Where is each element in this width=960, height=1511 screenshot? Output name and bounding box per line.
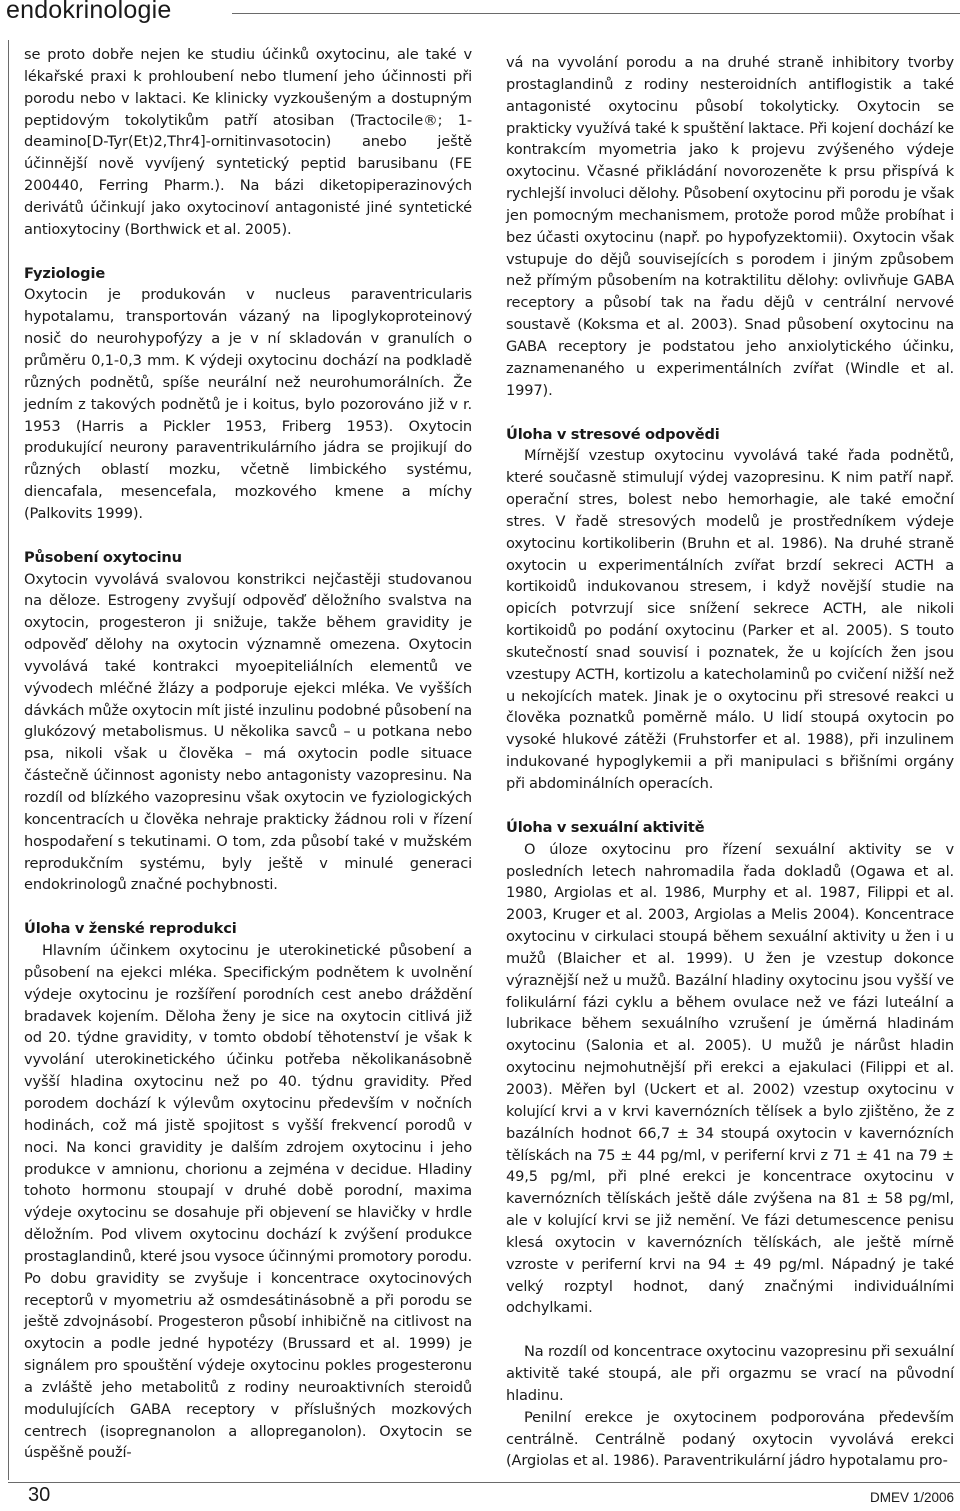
paragraph-zenske-reprodukci: Hlavním účinkem oxytocinu je uterokinetické působení a působení na ejekci mléka. Specifickým podnětem k uvolnění výdeje oxytocinu je rozšíření porodních cest anebo dráždění bradavek kojením. Děloha ženy je sice na oxytocin citlivá již od 20. týdne gravidity, v tomto období těhotenství je však k vyvolání uterokinetického účinku potřeba několikanásobně vyšší hladina oxytocinu než po 40. týdnu gravidity. Před porodem dochází k výlevům oxytocinu především v nočních hodinách, což má jistě spojitost s vyšší frekvencí porodů v noci. Na konci gravidity je dalším zdrojem oxytocinu i jeho produkce v amnionu, chorionu a zejména v decidue. Hladiny tohoto hormonu stoupají v druhé době porodní, maxima výdeje oxytocinu se dosahuje při objevení se hlavičky v hrdle děložním. Pod vlivem oxytocinu dochází k zvýšení produkce prostaglandinů, které jsou vysoce účinnými promotory porodu. Po dobu gravidity se zvyšuje i koncentrace oxytocinových receptorů v myometriu až osmdesátinásobně a při porodu se ještě zdvojnásobí. Progesteron působí inhibičně na citlivost na oxytocin a podle jedné hypotézy (Brussard et al. 1999) je signálem pro spouštění výdeje oxytocinu pokles progesteronu a zvláště jeho metabolitů z rodiny neuroaktivních steroidů modulujících GABA receptory v příslušných mozkových centrech (isopregnanolon a allopreganolon). Oxytocin se úspěšně použí- bbox=[24, 942, 472, 1462]
paragraph-fyziologie: Oxytocin je produkován v nucleus paraventricularis hypotalamu, transportován vázaný na lipoglykoproteinový nosič do neurohypofýzy a je v ní skladován v granulích o průměru 0,1-0,3 mm. K výdeji oxytocinu dochází na podkladě různých podnětů, spíše neurální než neurohumorálních. Že jedním z takových podnětů je i koitus, bylo pozorováno již v r. 1953 (Harris a Pickler 1953, Friberg 1953). Oxytocin produkující neurony paraventrikulárního jádra se projikují do různých oblastí mozku, včetně limbického systému, diencafala, mesencefala, mozkového kmene a míchy (Palkovits 1999). bbox=[24, 286, 472, 522]
heading-sexualni-aktivite: Úloha v sexuální aktivitě bbox=[506, 818, 705, 836]
heading-zenske-reprodukci: Úloha v ženské reprodukci bbox=[24, 920, 237, 938]
paragraph-penilni-erekce: Penilní erekce je oxytocinem podporována především centrálně. Centrálně podaný oxytocin vyvolává erekci (Argiolas et al. 1986). Paraventrikulární jádro hypotalamu pro- bbox=[506, 1408, 954, 1470]
page-number: 30 bbox=[28, 1484, 51, 1506]
paragraph-pusobeni-oxytocinu: Oxytocin vyvolává svalovou konstrikci nejčastěji studovanou na děloze. Estrogeny zvyšují odpověď děložního svalstva na oxytocin, progesteron ji snižuje, takže během gravidity je odpověď dělohy na oxytocin významně omezena. Oxytocin vyvolává také kontrakci myoepiteliálních elementů ve vývodech mléčné žlázy a podporuje ejekci mléka. Ve vyšších dávkách může oxytocin mít jisté inzulinu podobné působení na glukózový metabolismus. U několika savců – u potkana nebo psa, nikoli však u člověka – má oxytocin podle situace částečně účinnost agonisty nebo antagonisty vazopresinu. Na rozdíl od blízkého vazopresinu však oxytocin ve fyziologických koncentracích u člověka nehraje prakticky žádnou roli v řízení hospodaření s tekutinami. O tom, zda působí také v mužském reprodukčním systému, byly ještě v minulé generaci endokrinologů značné pochybnosti. bbox=[24, 570, 472, 894]
intro-paragraph: se proto dobře nejen ke studiu účinků oxytocinu, ale také v lékařské praxi k prohloubení nebo tlumení jeho účinnosti při porodu nebo v laktaci. Ke klinicky vyzkoušeným a dostupným peptidovým tokolytikům patří atosiban (Tractocile®; 1-deamino[D-Tyr(Et)2,Thr4]-ornitinvasotocin) anebo ještě účinnější nově vyvíjený syntetický peptid barusibanu (FE 200440, Ferring Pharm.). Na bázi diketopiperazinových derivátů účinkují jako oxytocinoví antagonisté jiné syntetické antioxytociny (Borthwick et al. 2005). bbox=[24, 46, 472, 238]
footer-rule bbox=[8, 1482, 960, 1483]
heading-pusobeni-oxytocinu: Působení oxytocinu bbox=[24, 548, 182, 566]
paragraph-vazopresin: Na rozdíl od koncentrace oxytocinu vazopresinu při sexuální aktivitě také stoupá, ale při orgazmu se vrací na původní hladinu. bbox=[506, 1343, 954, 1404]
continued-paragraph: vá na vyvolání porodu a na druhé straně inhibitory tvorby prostaglandinů z rodiny nesteroidních antiflogistik a také antagonisté oxytocinu působí tokolyticky. Oxytocin se prakticky využívá také k spuštění laktace. Při kojení dochází ke kontrakcím myometria jako k projevu zvýšeného výdeje oxytocinu. Včasné přikládání novorozeněte k prsu přispívá k rychlejší involuci dělohy. Působení oxytocinu při porodu je však jen pomocným mechanismem, protože porod může probíhat i bez účasti oxytocinu (např. po hypofyzektomii). Oxytocin však vstupuje do dějů souvisejících s porodem i jiným způsobem než přímým působením na kotraktilitu dělohy: ovlivňuje GABA receptory a působí tak na řadu dějů v centrální nervové soustavě (Koksma et al. 2003). Snad působení oxytocinu na GABA receptory je podstatou jeho anxiolytického účinku, zaznamenaného u experimentálních zvířat (Windle et al. 1997). bbox=[506, 54, 954, 399]
page-header bbox=[0, 0, 960, 28]
left-margin-rule bbox=[8, 40, 9, 1480]
left-column bbox=[24, 44, 472, 1464]
paragraph-stresove-odpovedi: Mírnější vzestup oxytocinu vyvolává také řada podnětů, které současně stimulují výdej vazopresinu. K nim patří např. operační stres, bolest nebo hemorhagie, ale také emoční stres. V řadě stresových modelů je prostředníkem výdeje oxytocinu kortikoliberin (Bruhn et al. 1986). Na druhé straně oxytocin u experimentálních zvířat brzdí sekreci ACTH a kortikoidů indukovanou stresem, i když novější studie na opicích potvrzují sice snížení sekrece ACTH, ale nikoli kortikoidů po podání oxytocinu (Parker et al. 2005). S touto skutečností snad souvisí i poznatek, že u kojících žen jsou vzestupy ACTH, kortizolu a katecholaminů po cvičení nižší než u nekojících matek. Jinak je o oxytocinu při stresové reakci u člověka poznatků poměrně málo. U lidí stoupá oxytocin po vysoké hlukové zátěži (Fruhstorfer et al. 1988), při inzulinem indukované hypoglykemii a při manipulaci s břišními orgány při abdominálních operacích. bbox=[506, 447, 954, 792]
section-title: endokrinologie bbox=[6, 0, 172, 24]
journal-issue: DMEV 1/2006 bbox=[869, 1490, 954, 1505]
heading-stresove-odpovedi: Úloha v stresové odpovědi bbox=[506, 425, 720, 443]
paragraph-sexualni-aktivite: O úloze oxytocinu pro řízení sexuální aktivity se v posledních letech nahromadila řada dokladů (Ogawa et al. 1980, Argiolas et al. 1986, Murphy et al. 1987, Filippi et al. 2003, Kruger et al. 2003, Argiolas a Melis 2004). Koncentrace oxytocinu v cirkulaci stoupá během sexuální aktivity u žen i u mužů (Blaicher et al. 1999). U žen je vzestup dokonce výraznější než u mužů. Bazální hladiny oxytocinu jsou vyšší ve folikulární fázi cyklu a během ovulace než ve fázi luteální a lubrikace během sexuálního vzrušení je úměrná hladinám oxytocinu (Salonia et al. 2005). U mužů je nárůst hladin oxytocinu nejmohutnější při erekci a ejakulaci (Filippi et al. 2003). Měřen byl (Uckert et al. 2002) vzestup oxytocinu v kolující krvi a v krvi kavernózních tělísek a bylo zjištěno, že z bazálních hodnot 66,7 ± 34 stoupá oxytocin v kavernózních tělískách na 75 ± 44 pg/ml, v periferní krvi z 71 ± 41 na 79 ± 49,5 pg/ml, při plné erekci je koncentrace oxytocinu v kavernózních tělískách ještě dále zvýšena na 81 ± 58 pg/ml, ale v kolující krvi se již nemění. Ve fázi detumescence penisu klesá oxytocin v kavernózních tělískách, ale ještě mírně vzroste v periferní krvi na 94 ± 49 pg/ml. Nápadný je také velký rozptyl hodnot, daný značnými individuálními odchylkami. bbox=[506, 840, 954, 1317]
heading-fyziologie: Fyziologie bbox=[24, 264, 106, 282]
header-rule bbox=[232, 13, 960, 14]
right-column bbox=[506, 52, 954, 1472]
